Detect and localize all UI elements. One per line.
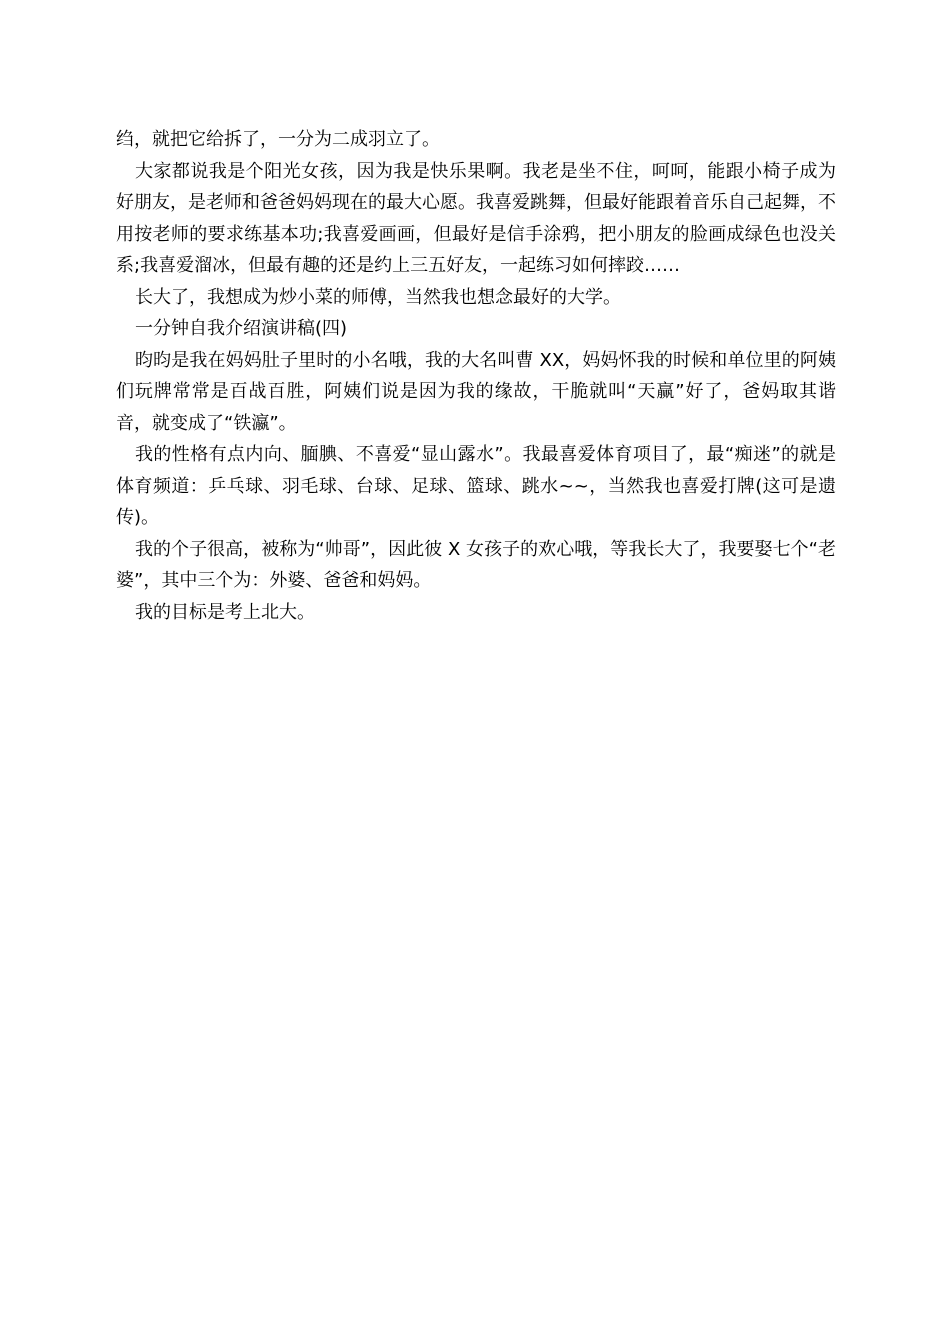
- paragraph-name-origin: 昀昀是我在妈妈肚子里时的小名哦，我的大名叫曹 XX，妈妈怀我的时候和单位里的阿姨们玩牌常常是百战百胜，阿姨们说是因为我的缘故，干脆就叫“天赢”好了，爸妈取其谐音，就变成了“铁瀛”。: [116, 349, 836, 434]
- paragraph-personality: 我的性格有点内向、腼腆、不喜爱“显山露水”。我最喜爱体育项目了，最“痴迷”的就是体育频道：乒乓球、羽毛球、台球、足球、篮球、跳水~~，当然我也喜爱打牌(这可是遗传)。: [116, 444, 836, 528]
- paragraph-future-chef: 长大了，我想成为炒小菜的师傅，当然我也想念最好的大学。: [135, 286, 621, 308]
- paragraph-continuation: 绉，就把它给拆了，一分为二成羽立了。: [116, 129, 440, 150]
- document-body: [116, 124, 836, 628]
- section-heading: 一分钟自我介绍演讲稿(四): [135, 318, 348, 339]
- paragraph-sunshine-girl: 大家都说我是个阳光女孩，因为我是快乐果啊。我老是坐不住，呵呵，能跟小椅子成为好朋友，是老师和爸爸妈妈现在的最大心愿。我喜爱跳舞，但最好能跟着音乐自己起舞，不用按老师的要求练基本功;我喜爱画画，但最好是信手涂鸦，把小朋友的脸画成绿色也没关系;我喜爱溜冰，但最有趣的还是约上三五好友，一起练习如何摔跤……: [116, 160, 836, 276]
- paragraph-handsome: 我的个子很高，被称为“帅哥”，因此彼 X 女孩子的欢心哦，等我长大了，我要娶七个“老婆”，其中三个为：外婆、爸爸和妈妈。: [116, 538, 836, 591]
- paragraph-goal: 我的目标是考上北大。: [135, 601, 315, 623]
